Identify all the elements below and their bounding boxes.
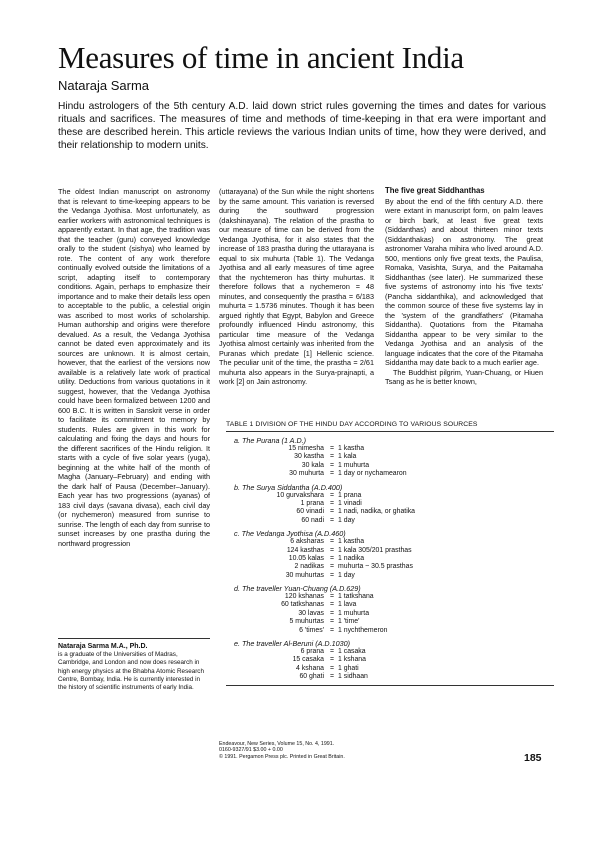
paragraph: The oldest Indian manuscript on astronomy that is relevant to time-keeping appears to be the Vedanga Jyothisa. Most unfortunately, as earlier workers with astronomical techniques is apparently extant. In that age, the tradition was that the teacher (guru) conveyed knowledge orally to the student (sishya) who learned by rote. The content of any work therefore continually evolved outside the limitations of a script, adapting itself to contemporary conditions. Again, perhaps to emphasize their importance and to make their details less open to acceptable to the public, a celestial origin was ascribed to most works of scholarship. Human authorship and origins were therefore devalued. As a result, the Vedanga Jyothisa cannot be dated even approximately and its sources are unknown. It is almost certain, however, that the earliest of the versions now available is a relatively late work of practical utility. Deductions from various quotations in it suggest, however, that the Vedanga Jyothisa could have been formalized between 1200 and 600 B.C. It is written in Sanskrit verse in order to facilitate its commitment to memory by students. Rules are given in this work for calculating and fixing the days and hours for the different sacrifices of the Hindu religion. It starts with a cycle of five solar years (yuga), beginning at the white half of the month of Magha (January–February) and ending with the dark half of Pausa (December–January). Each year has two progressions (ayanas) of 183 civil days (savana divasa), each civil day (or nychemeron) measured from sunrise to sunrise. The length of each day from sunrise to sunset increases by one prastha during the northward progression — [58, 187, 210, 548]
journal-line: Endeavour, New Series, Volume 15, No. 4, 1991. — [219, 741, 335, 747]
journal-line: 0160-9327/91 $3.00 + 0.00 — [219, 747, 283, 754]
equals-sign: = — [330, 609, 335, 617]
table-section-heading: d. The traveller Yuan-Chuang (A.D.629) — [234, 584, 361, 594]
table-cell-equivalent: 1 prana — [338, 491, 362, 499]
equals-sign: = — [330, 673, 335, 681]
table-cell-equivalent: muhurta ~ 30.5 prasthas — [338, 563, 413, 571]
table-row — [226, 648, 554, 656]
table-cell-equivalent: 1 nadika — [338, 554, 365, 562]
table-cell-equivalent: 1 kala 305/201 prasthas — [338, 546, 412, 554]
equals-sign: = — [330, 648, 335, 656]
journal-line: © 1991. Pergamon Press plc. Printed in Great Britain. — [219, 753, 345, 760]
table-cell-equivalent: 1 nadi, nadika, or ghatika — [338, 508, 415, 516]
table-cell-equivalent: 1 lava — [338, 601, 357, 609]
equals-sign: = — [330, 601, 335, 609]
body-column-1 — [58, 187, 210, 634]
bio-text: is a graduate of the Universities of Madras, Cambridge, and London and now does research in high energy physics at the Bhabha Atomic Research Centre, Bombay, India. He is currently interested in the history of scientific instruments of early India. — [58, 651, 204, 692]
table-cell-equivalent: 1 day — [338, 571, 355, 579]
table-row — [226, 673, 554, 681]
equals-sign: = — [330, 453, 335, 461]
table-bottom-rule — [226, 685, 554, 686]
table-row — [226, 627, 554, 635]
equals-sign: = — [330, 461, 335, 469]
author-name: Nataraja Sarma — [58, 78, 150, 93]
equals-sign: = — [330, 664, 335, 672]
table-cell-equivalent: 1 casaka — [338, 648, 366, 656]
equals-sign: = — [330, 571, 335, 579]
table-cell-equivalent: 1 vinadi — [338, 499, 362, 507]
table-row — [226, 563, 554, 571]
table-row — [226, 492, 554, 500]
table-cell-quantity: 60 vinadi — [296, 508, 324, 516]
section-heading: The five great Siddhanthas — [385, 187, 485, 195]
table-row — [226, 656, 554, 664]
abstract: Hindu astrologers of the 5th century A.D. laid down strict rules governing the times and dates for various rituals and sacrifices. The measures of time and methods of time-keeping in that era were important and these are described herein. This article reviews the various Indian units of time, how they were derived, and their relationship to modern units. — [58, 101, 546, 151]
table-row — [226, 538, 554, 546]
table-title: TABLE 1 DIVISION OF THE HINDU DAY ACCORDING TO VARIOUS SOURCES — [226, 421, 554, 432]
equals-sign: = — [330, 618, 335, 626]
table-row — [226, 572, 554, 580]
table-cell-quantity: 15 casaka — [292, 656, 324, 664]
table-body — [226, 436, 554, 682]
table-cell-equivalent: 1 day — [338, 516, 355, 524]
equals-sign: = — [330, 546, 335, 554]
table-section-heading: e. The traveller Al-Beruni (A.D.1030) — [234, 639, 350, 649]
table-cell-quantity: 60 nadi — [301, 516, 324, 524]
table-row — [226, 517, 554, 525]
paragraph: By about the end of the fifth century A.D. there were extant in manuscript form, on palm leaves or birch bark, at least five great texts (Siddanthas) and about thirteen minor texts (Siddanthakas) on astronomy. The great astronomer Varaha mihira who lived around A.D. 500, mentions only five great texts, the Paulisa, Romaka, Vasishta, Surya, and the Paitamaha Siddhanthas (see later). He summarized these five systems of astronomy into his 'five texts' (Pancha siddanthika), and acknowledged that the common source of these five systems lay in the 'system of the grandfathers' (Pitamaha Siddantha). Quotations from the Pitamaha Siddantha appear to be very similar to the Vedanga Jyothisa and an analysis of the language indicates that the core of the Pitamaha Siddantha may date back to a much earlier age. — [385, 196, 543, 367]
bio-name: Nataraja Sarma M.A., Ph.D. — [58, 643, 148, 650]
equals-sign: = — [330, 538, 335, 546]
page-number: 185 — [524, 752, 542, 764]
table-cell-quantity: 30 muhurta — [289, 470, 324, 478]
table-section-heading: b. The Surya Siddantha (A.D.400) — [234, 482, 343, 492]
divider — [58, 638, 210, 639]
equals-sign: = — [330, 508, 335, 516]
body-column-3 — [385, 187, 543, 419]
table-section-heading: a. The Purana (1 A.D.) — [234, 436, 307, 445]
equals-sign: = — [330, 470, 335, 478]
equals-sign: = — [330, 499, 335, 507]
table-section — [226, 483, 554, 526]
table-section — [226, 436, 554, 479]
equals-sign: = — [330, 445, 335, 452]
paragraph: (uttarayana) of the Sun while the night shortens by the same amount. This variation is reversed during the southward progression (dakshinayana). The relation of the prastha to our measure of time can be derived from the Vedanga Jyothisa, for it also states that the increase of 183 prastha during the uttarayana is equal to six muhurta (Table 1). The Vedanga Jyothisa and all early measures of time agree that the nychtemeron has thirty muhurtas. It therefore follows that a nychemeron = 48 minutes, and consequently the prastha = 6/183 muhurta = 1.5736 minutes. Though it has been argued rightly that Egypt, Babylon and Greece profoundly influenced Hindu astronomy, this particular time measure of the Vedanga Jyothisa almost certainly was inherited from the Puranas which predate [1] Hellenic science. The peculiar unit of the time, the prastha = 2/61 muhurta also appears in the Surya-prajnapti, a work [2] on Jain astronomy. — [219, 187, 374, 386]
table-row — [226, 462, 554, 470]
table-cell-equivalent: 1 kala — [338, 453, 357, 461]
table-cell-equivalent: 1 tatkshana — [338, 593, 374, 601]
article-title: Measures of time in ancient India — [58, 40, 464, 75]
equals-sign: = — [330, 593, 335, 601]
table-row — [226, 470, 554, 478]
table-row — [226, 500, 554, 508]
table-cell-equivalent: 1 nychthemeron — [338, 626, 388, 634]
table-cell-equivalent: 1 'time' — [338, 618, 360, 626]
equals-sign: = — [330, 656, 335, 664]
table-row — [226, 508, 554, 516]
equals-sign: = — [330, 516, 335, 524]
table-row — [226, 593, 554, 601]
equals-sign: = — [330, 554, 335, 562]
table-row — [226, 601, 554, 609]
table-cell-equivalent: 1 kshana — [338, 656, 366, 664]
table-cell-quantity: 6 prana — [300, 648, 324, 656]
table-cell-equivalent: 1 muhurta — [338, 461, 370, 469]
table-cell-quantity: 120 kshanas — [284, 593, 324, 601]
table-section — [226, 529, 554, 580]
table-section — [226, 639, 554, 682]
table-section-heading: c. The Vedanga Jyothisa (A.D.460) — [234, 529, 346, 539]
equals-sign: = — [330, 563, 335, 571]
table-cell-quantity: 124 kasthas — [286, 546, 324, 554]
table-row — [226, 453, 554, 461]
equals-sign: = — [330, 491, 335, 499]
table-row — [226, 547, 554, 555]
author-bio — [58, 643, 210, 692]
table-cell-equivalent: 1 kastha — [338, 445, 365, 452]
table-cell-quantity: 10.05 kalas — [288, 554, 324, 562]
table-row — [226, 618, 554, 626]
table-cell-equivalent: 1 ghati — [338, 664, 359, 672]
table-cell-quantity: 6 aksharas — [290, 538, 324, 546]
equals-sign: = — [330, 626, 335, 634]
table-row — [226, 555, 554, 563]
table-cell-quantity: 2 nadikas — [294, 563, 324, 571]
table-cell-equivalent: 1 muhurta — [338, 609, 370, 617]
table-section — [226, 584, 554, 635]
table-cell-quantity: 5 muhurtas — [289, 618, 324, 626]
table-row — [226, 610, 554, 618]
table-cell-quantity: 6 'times' — [299, 626, 324, 634]
table-cell-quantity: 30 kastha — [294, 453, 324, 461]
table-cell-quantity: 60 ghati — [299, 673, 324, 681]
table-cell-quantity: 10 gurvakshara — [276, 491, 324, 499]
table-row — [226, 665, 554, 673]
table-row — [226, 445, 554, 453]
table-cell-quantity: 30 lavas — [298, 609, 324, 617]
table-cell-quantity: 4 kshana — [296, 664, 324, 672]
table-cell-quantity: 1 prana — [300, 499, 324, 507]
table-cell-equivalent: 1 day or nychamearon — [338, 470, 407, 478]
time-division-table — [226, 421, 554, 761]
table-cell-equivalent: 1 sidhaan — [338, 673, 368, 681]
table-cell-quantity: 15 nimesha — [288, 445, 324, 452]
table-cell-quantity: 30 muhurtas — [285, 571, 324, 579]
paragraph: The Buddhist pilgrim, Yuan-Chuang, or Hiuen Tsang as he is better known, — [385, 367, 543, 386]
table-cell-quantity: 60 tatkshanas — [281, 601, 324, 609]
table-cell-quantity: 30 kala — [301, 461, 324, 469]
table-cell-equivalent: 1 kastha — [338, 538, 365, 546]
